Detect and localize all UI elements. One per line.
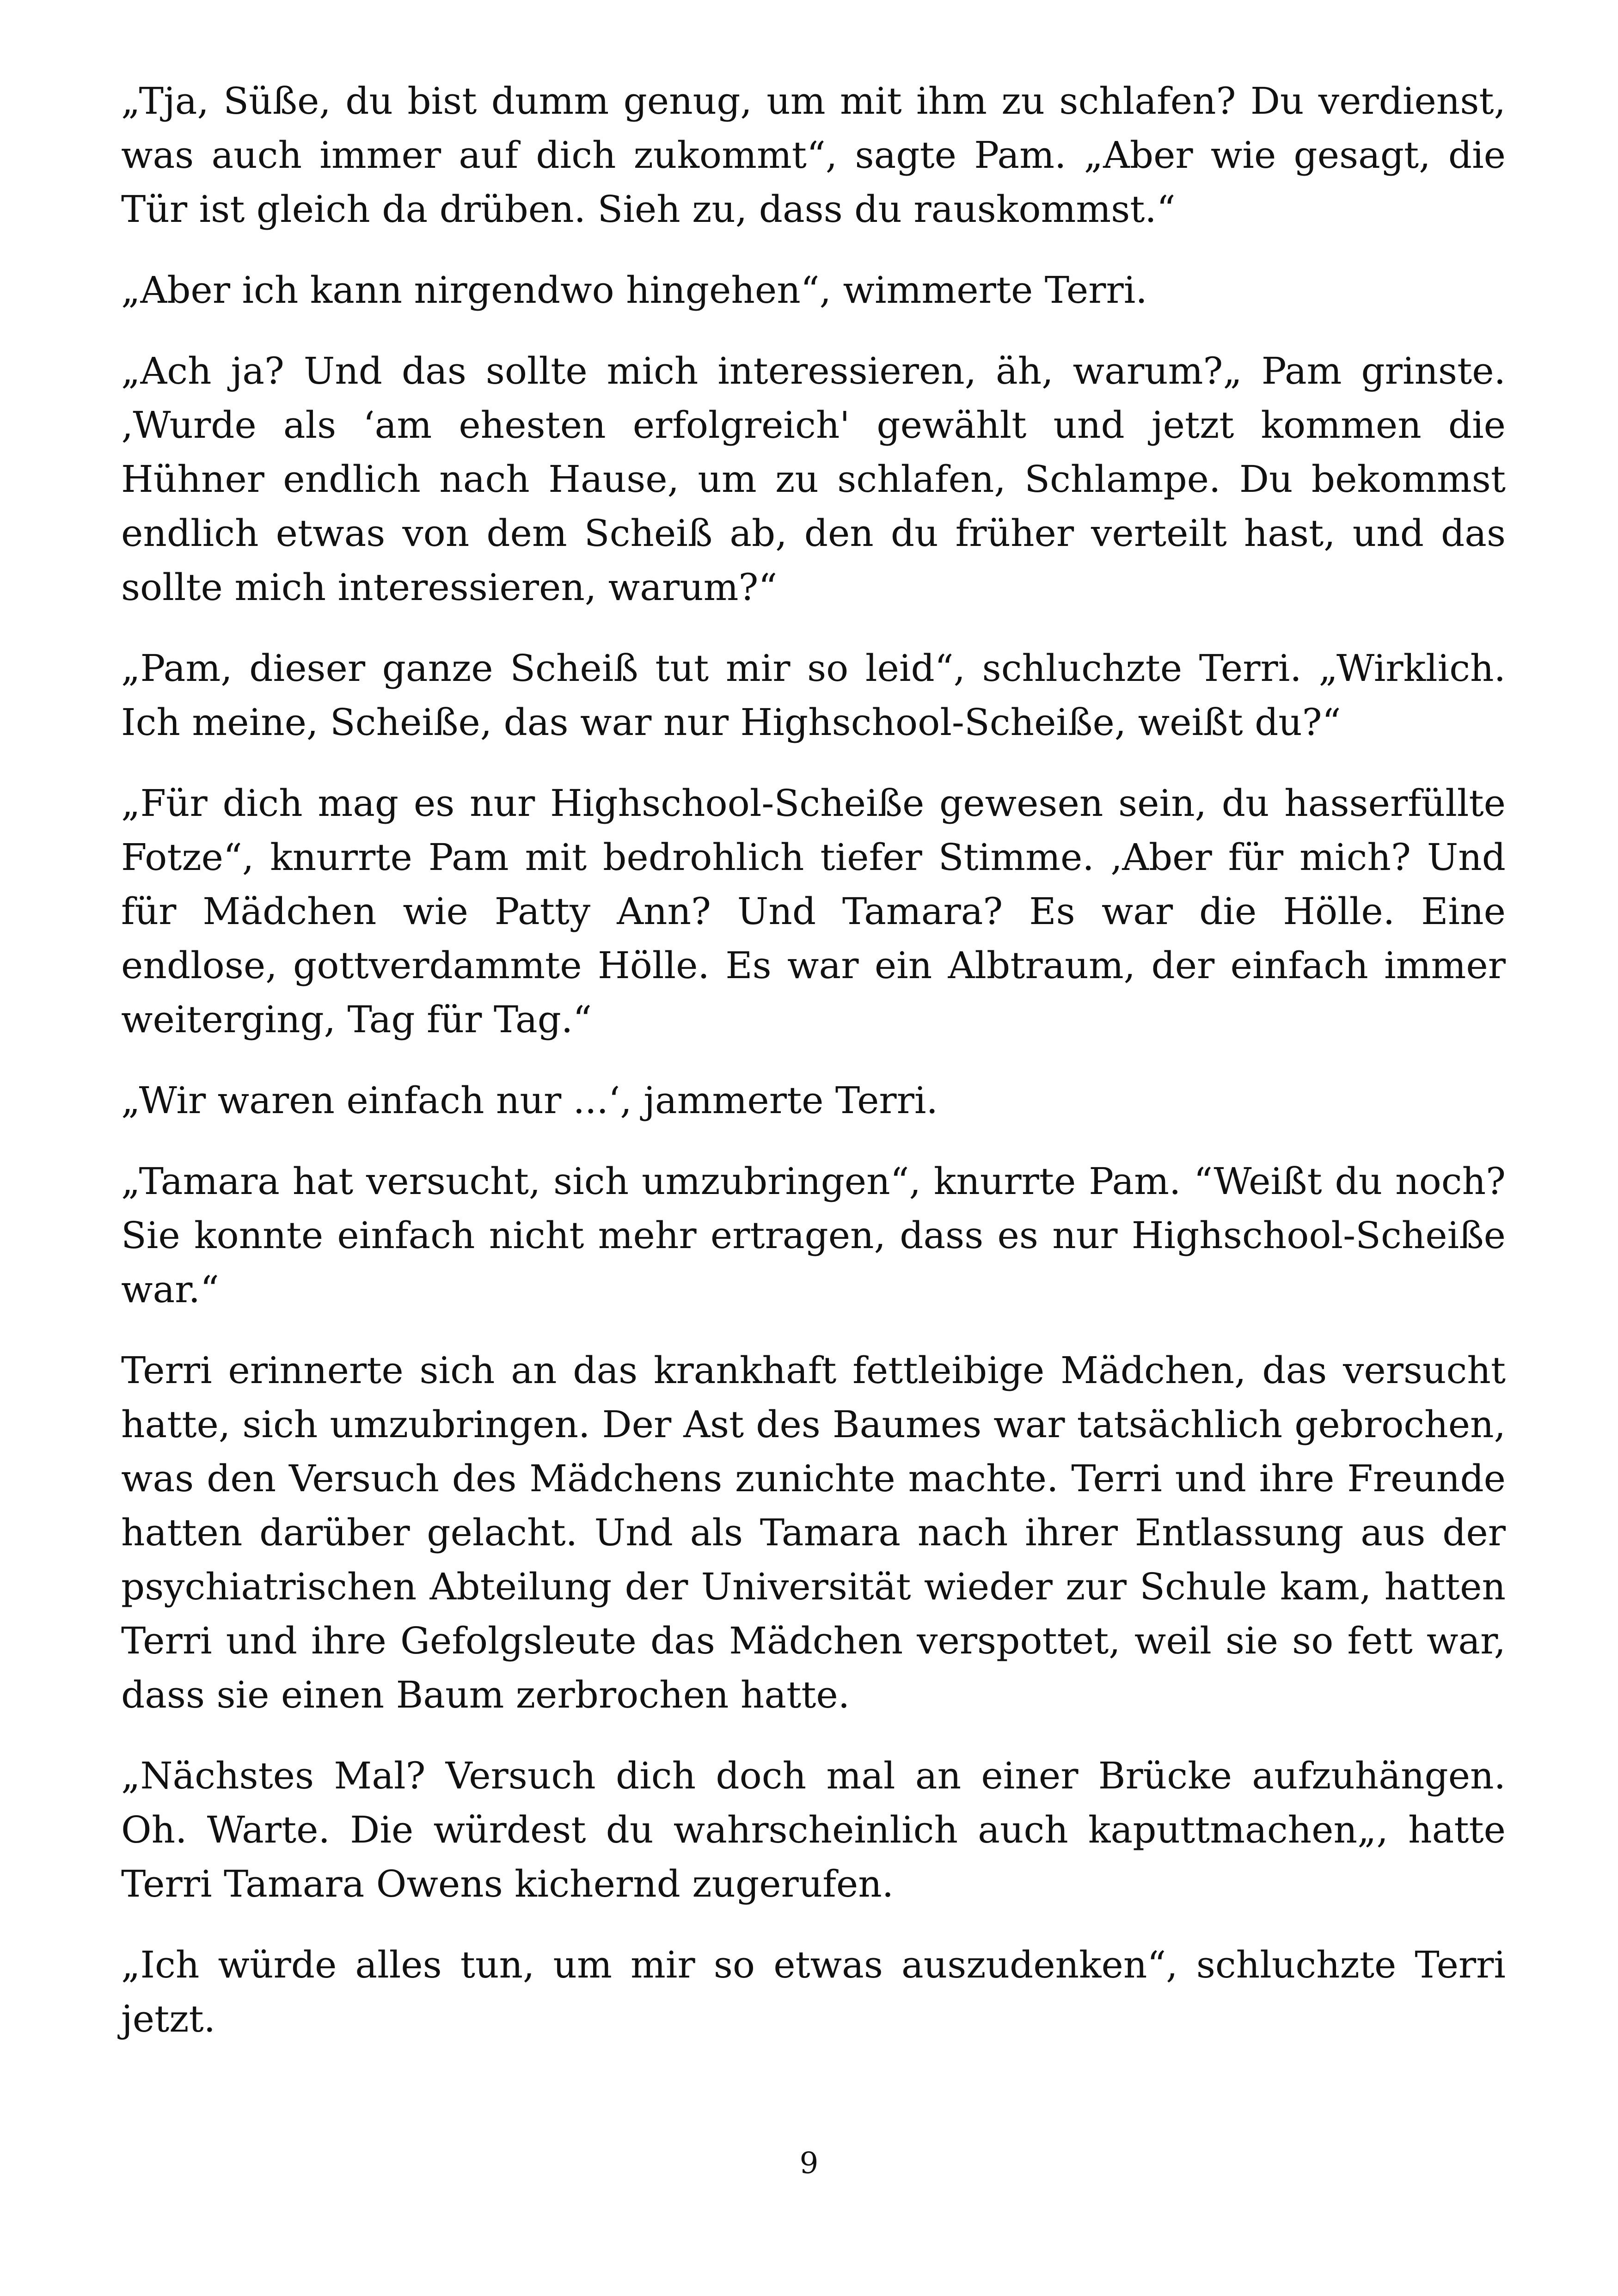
paragraph-8: Terri erinnerte sich an das krankhaft fettleibige Mädchen, das versucht hatte, sich umzubringen. Der Ast des Baumes war tatsächlich gebrochen, was den Versuch des Mädchens zunichte machte. Terri und ihre Freunde hatten darüber gelacht. Und als Tamara nach ihrer Entlassung aus der psychiatrischen Abteilung der Universität wieder zur Schule kam, hatten Terri und ihre Gefolgsleute das Mädchen verspottet, weil sie so fett war, dass sie einen Baum zerbrochen hatte. xyxy=(121,1349,1506,1716)
paragraph-6: „Wir waren einfach nur ...‘, jammerte Terri. xyxy=(121,1079,938,1122)
paragraph-3: „Ach ja? Und das sollte mich interessieren, äh, warum?„ Pam grinste. ‚Wurde als ‘am ehesten erfolgreich' gewählt und jetzt kommen die Hühner endlich nach Hause, um zu schlafen, Schlampe. Du bekommst endlich etwas von dem Scheiß ab, den du früher verteilt hast, und das sollte mich interessieren, warum?“ xyxy=(121,349,1506,609)
paragraph-4: „Pam, dieser ganze Scheiß tut mir so leid“, schluchzte Terri. „Wirklich. Ich meine, Scheiße, das war nur Highschool-Scheiße, weißt du?“ xyxy=(121,647,1506,744)
paragraph-1: „Tja, Süße, du bist dumm genug, um mit ihm zu schlafen? Du verdienst, was auch immer auf dich zukommt“, sagte Pam. „Aber wie gesagt, die Tür ist gleich da drüben. Sieh zu, dass du rauskommst.“ xyxy=(121,80,1506,231)
paragraph-10: „Ich würde alles tun, um mir so etwas auszudenken“, schluchzte Terri jetzt. xyxy=(121,1943,1506,2040)
page-number: 9 xyxy=(799,2146,819,2180)
paragraph-5: „Für dich mag es nur Highschool-Scheiße gewesen sein, du hasserfüllte Fotze“, knurrte Pam mit bedrohlich tiefer Stimme. ‚Aber für mich? Und für Mädchen wie Patty Ann? Und Tamara? Es war die Hölle. Eine endlose, gottverdammte Hölle. Es war ein Albtraum, der einfach immer weiterging, Tag für Tag.“ xyxy=(121,782,1506,1041)
paragraph-9: „Nächstes Mal? Versuch dich doch mal an einer Brücke aufzuhängen. Oh. Warte. Die würdest du wahrscheinlich auch kaputtmachen„, hatte Terri Tamara Owens kichernd zugerufen. xyxy=(121,1754,1506,1905)
paragraph-7: „Tamara hat versucht, sich umzubringen“, knurrte Pam. “Weißt du noch? Sie konnte einfach nicht mehr ertragen, dass es nur Highschool-Scheiße war.“ xyxy=(121,1160,1506,1311)
paragraph-2: „Aber ich kann nirgendwo hingehen“, wimmerte Terri. xyxy=(121,269,1147,312)
body-text xyxy=(121,74,1506,2073)
